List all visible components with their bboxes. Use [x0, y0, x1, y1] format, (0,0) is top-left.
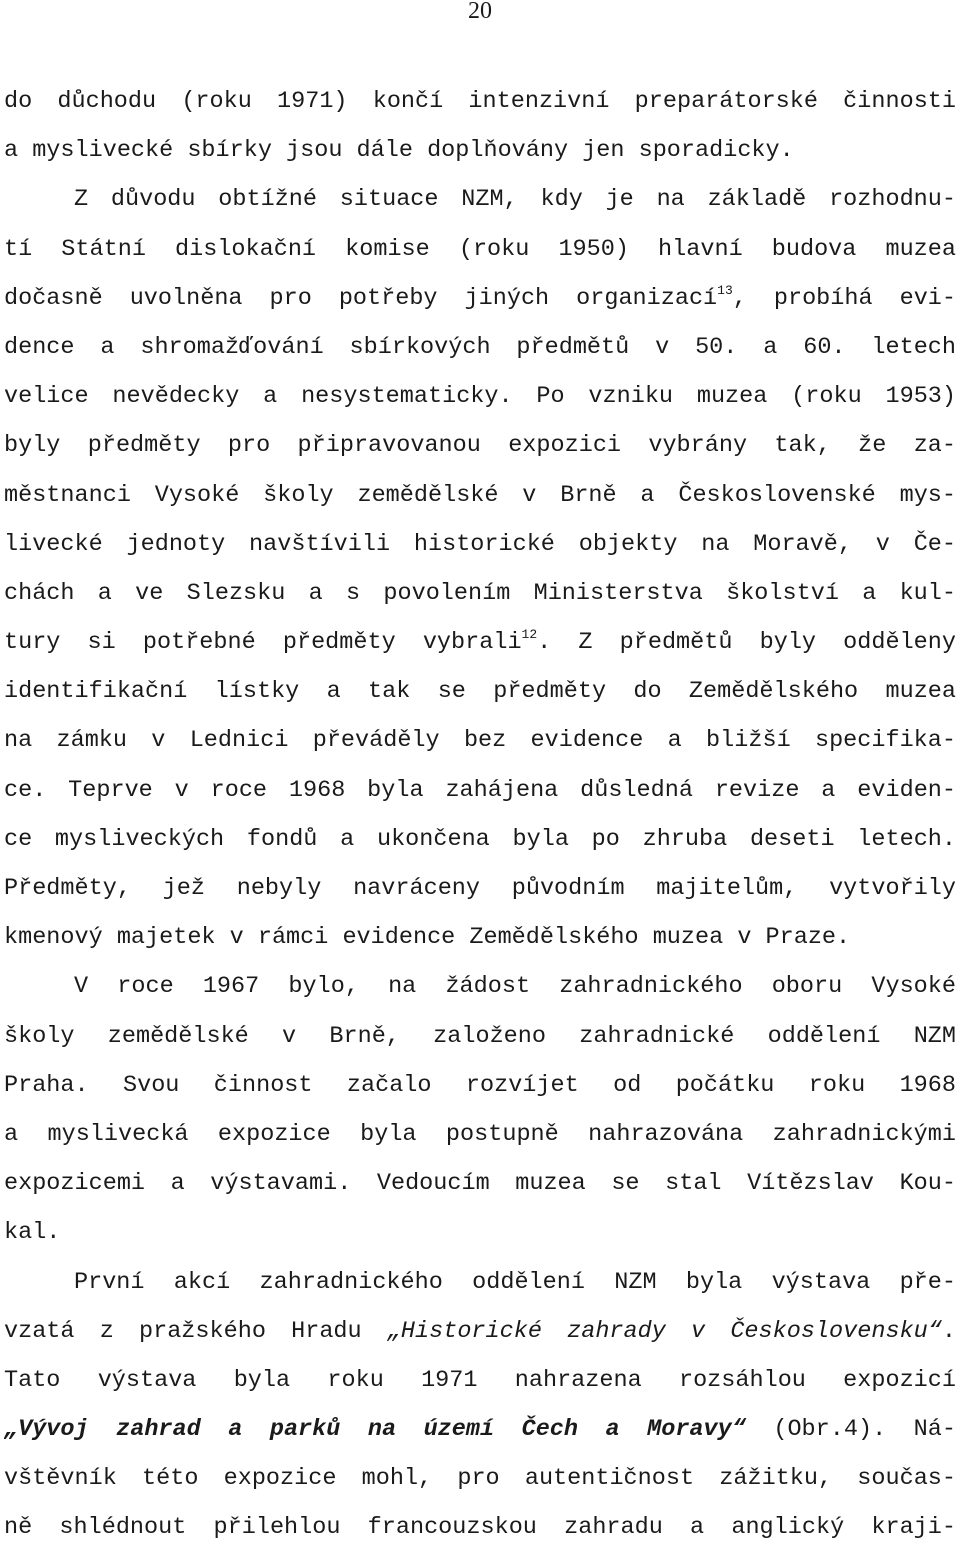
text-line: První akcí zahradnického oddělení NZM byla výstava pře- — [74, 1268, 956, 1296]
text-line: ce. Teprve v roce 1968 byla zahájena důsledná revize a eviden- — [4, 776, 956, 804]
text-line: školy zemědělské v Brně, založeno zahradnické oddělení NZM — [4, 1022, 956, 1050]
exhibition-title: „Historické zahrady v Československu“ — [386, 1317, 942, 1345]
text-line: vštěvník této expozice mohl, pro autentičnost zážitku, součas- — [4, 1465, 956, 1493]
text-line: a myslivecké sbírky jsou dále doplňovány jen sporadicky. — [4, 137, 794, 165]
text-line: chách a ve Slezsku a s povolením Ministerstva školství a kul- — [4, 579, 956, 607]
text-line: kal. — [4, 1219, 61, 1247]
text-line — [4, 274, 956, 323]
text-segment: , probíhá evi- — [732, 284, 956, 312]
text-line — [4, 1307, 956, 1356]
text-line: kmenový majetek v rámci evidence Zemědělského muzea v Praze. — [4, 924, 851, 952]
text-segment: vzatá z pražského Hradu — [4, 1317, 387, 1345]
text-line: livecké jednoty navštívili historické objekty na Moravě, v Če- — [4, 530, 956, 558]
text-line: do důchodu (roku 1971) končí intenzivní preparátorské činnosti — [4, 88, 956, 115]
text-segment: . — [941, 1317, 956, 1345]
text-segment: dočasně uvolněna pro potřeby jiných organizací — [4, 284, 718, 312]
text-line: Tato výstava byla roku 1971 nahrazena rozsáhlou expozicí — [4, 1366, 956, 1394]
text-line: Praha. Svou činnost začalo rozvíjet od počátku roku 1968 — [4, 1071, 956, 1099]
text-line: městnanci Vysoké školy zemědělské v Brně a Československé mys- — [4, 481, 956, 509]
text-line: identifikační lístky a tak se předměty do Zemědělského muzea — [4, 678, 956, 706]
text-line: Předměty, jež nebyly navráceny původním majitelům, vytvořily — [4, 875, 956, 902]
text-line: V roce 1967 bylo, na žádost zahradnického oboru Vysoké — [74, 973, 956, 1001]
text-line: dence a shromažďování sbírkových předmětů v 50. a 60. letech — [4, 333, 956, 361]
footnote-ref: 12 — [521, 627, 538, 643]
text-line: velice nevědecky a nesystematicky. Po vzniku muzea (roku 1953) — [4, 383, 956, 411]
text-line: expozicemi a výstavami. Vedoucím muzea se stal Vítězslav Kou- — [4, 1170, 956, 1198]
text-segment: tury si potřebné předměty vybrali — [4, 629, 522, 657]
text-line: ce mysliveckých fondů a ukončena byla po zhruba deseti letech. — [4, 825, 956, 853]
text-line — [4, 618, 956, 667]
text-line: ně shlédnout přilehlou francouzskou zahradu a anglický kraji- — [4, 1514, 956, 1542]
text-line: na zámku v Lednici převáděly bez evidence a bližší specifika- — [4, 727, 956, 755]
text-segment: (Obr.4). Ná- — [745, 1416, 956, 1444]
text-line: a myslivecká expozice byla postupně nahrazována zahradnickými — [4, 1120, 956, 1148]
footnote-ref: 13 — [717, 282, 733, 298]
page-number: 20 — [468, 0, 492, 24]
text-line — [4, 1405, 956, 1454]
body-text — [4, 77, 956, 1553]
text-line: byly předměty pro připravovanou expozici vybrány tak, že za- — [4, 432, 956, 460]
exposition-title: „Vývoj zahrad a parků na území Čech a Moravy“ — [4, 1416, 746, 1444]
text-line: Z důvodu obtížné situace NZM, kdy je na základě rozhodnu- — [74, 186, 956, 214]
text-line: tí Státní dislokační komise (roku 1950) hlavní budova muzea — [4, 235, 956, 263]
text-segment: . Z předmětů byly odděleny — [537, 629, 956, 657]
